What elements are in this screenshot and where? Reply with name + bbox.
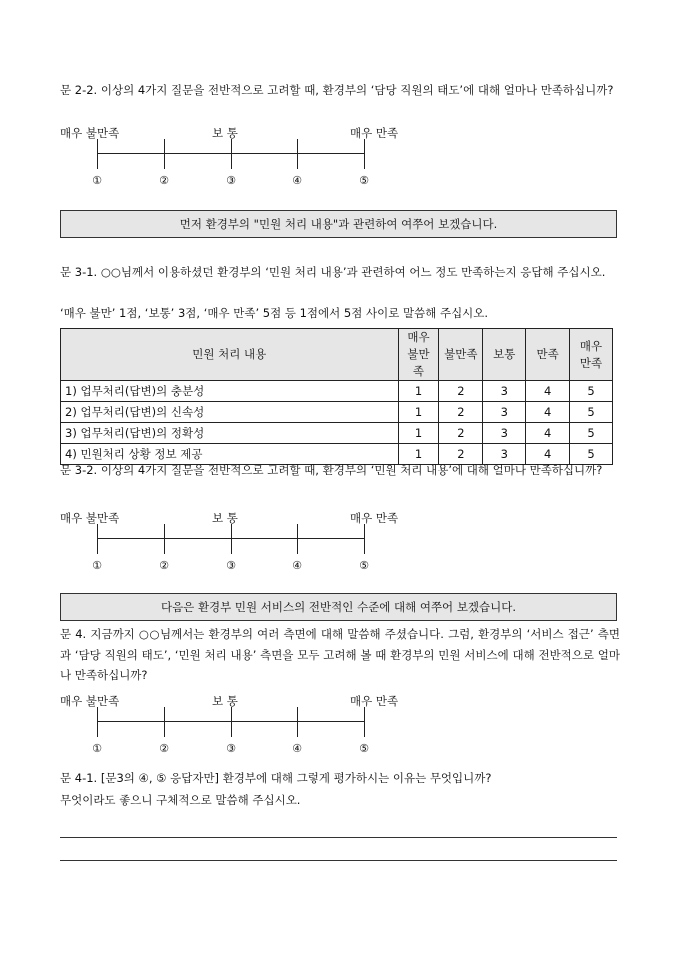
table-row <box>61 402 613 423</box>
scale-option-3[interactable]: ③ <box>226 559 236 572</box>
scale-option-1[interactable]: ① <box>92 174 102 187</box>
rating-scale-q3-2[interactable] <box>60 510 420 580</box>
row-label: 2) 업무처리(답변)의 신속성 <box>61 402 399 423</box>
scale-option-2[interactable]: ② <box>159 742 169 755</box>
scale-tick <box>364 524 365 554</box>
rating-option[interactable]: 3 <box>483 444 526 465</box>
rating-option[interactable]: 3 <box>483 381 526 402</box>
scale-option-5[interactable]: ⑤ <box>359 559 369 572</box>
scale-tick <box>231 707 232 737</box>
rating-option[interactable]: 4 <box>526 444 570 465</box>
rating-option[interactable]: 2 <box>439 381 483 402</box>
section-banner-overall: 다음은 환경부 민원 서비스의 전반적인 수준에 대해 여쭈어 보겠습니다. <box>60 593 617 621</box>
scale-option-2[interactable]: ② <box>159 559 169 572</box>
section-banner-processing: 먼저 환경부의 "민원 처리 내용"과 관련하여 여쭈어 보겠습니다. <box>60 210 617 238</box>
scale-option-3[interactable]: ③ <box>226 174 236 187</box>
scale-tick <box>164 707 165 737</box>
rating-option[interactable]: 2 <box>439 402 483 423</box>
scale-option-2[interactable]: ② <box>159 174 169 187</box>
rating-option[interactable]: 2 <box>439 423 483 444</box>
rating-option[interactable]: 3 <box>483 402 526 423</box>
scale-option-3[interactable]: ③ <box>226 742 236 755</box>
rating-option[interactable]: 5 <box>570 381 613 402</box>
scale-tick <box>164 524 165 554</box>
row-label: 3) 업무처리(답변)의 정확성 <box>61 423 399 444</box>
question-3-1-note: ‘매우 불만’ 1점, ‘보통’ 3점, ‘매우 만족’ 5점 등 1점에서 5점 사이로 말씀해 주십시오. <box>60 306 489 320</box>
header-very-dissatisfied: 매우 불만족 <box>398 329 439 381</box>
rating-option[interactable]: 1 <box>398 444 439 465</box>
rating-option[interactable]: 5 <box>570 423 613 444</box>
table-row <box>61 423 613 444</box>
rating-option[interactable]: 1 <box>398 402 439 423</box>
scale-tick <box>297 707 298 737</box>
rating-option[interactable]: 5 <box>570 402 613 423</box>
scale-tick <box>364 139 365 169</box>
question-4-1: 문 4-1. [문3의 ④, ⑤ 응답자만] 환경부에 대해 그렇게 평가하시는 이유는 무엇입니까? <box>60 771 492 785</box>
answer-line-2[interactable] <box>60 860 617 861</box>
scale-option-4[interactable]: ④ <box>292 174 302 187</box>
rating-option[interactable]: 2 <box>439 444 483 465</box>
rating-scale-q4[interactable] <box>60 693 420 763</box>
scale-label-high: 매우 만족 <box>350 511 399 525</box>
scale-label-mid: 보 통 <box>212 511 238 525</box>
question-3-1: 문 3-1. ○○님께서 이용하셨던 환경부의 ‘민원 처리 내용’과 관련하여 어느 정도 만족하는지 응답해 주십시오. <box>60 265 606 279</box>
scale-option-5[interactable]: ⑤ <box>359 174 369 187</box>
row-label: 4) 민원처리 상황 정보 제공 <box>61 444 399 465</box>
header-very-satisfied: 매우 만족 <box>570 329 613 381</box>
rating-scale-q2-2[interactable] <box>60 125 420 195</box>
rating-option[interactable]: 4 <box>526 423 570 444</box>
rating-option[interactable]: 5 <box>570 444 613 465</box>
scale-option-5[interactable]: ⑤ <box>359 742 369 755</box>
scale-option-4[interactable]: ④ <box>292 559 302 572</box>
header-dissatisfied: 불만족 <box>439 329 483 381</box>
rating-option[interactable]: 1 <box>398 423 439 444</box>
row-label: 1) 업무처리(답변)의 충분성 <box>61 381 399 402</box>
scale-option-4[interactable]: ④ <box>292 742 302 755</box>
scale-option-1[interactable]: ① <box>92 559 102 572</box>
scale-label-mid: 보 통 <box>212 694 238 708</box>
scale-tick <box>231 524 232 554</box>
scale-label-high: 매우 만족 <box>350 694 399 708</box>
scale-label-low: 매우 불만족 <box>60 511 120 525</box>
scale-tick <box>364 707 365 737</box>
table-header <box>61 329 613 381</box>
scale-tick <box>231 139 232 169</box>
header-satisfied: 만족 <box>526 329 570 381</box>
scale-tick <box>97 139 98 169</box>
scale-label-low: 매우 불만족 <box>60 694 120 708</box>
scale-label-low: 매우 불만족 <box>60 126 120 140</box>
scale-tick <box>297 524 298 554</box>
question-4: 문 4. 지금까지 ○○님께서는 환경부의 여러 측면에 대해 말씀해 주셨습니다. 그럼, 환경부의 ‘서비스 접근’ 측면과 ‘담당 직원의 태도’, ‘민원 처리 내용’ 측면을 모두 고려해 볼 때 환경부의 민원 서비스에 대해 전반적으로 얼마나 만족하십니까? <box>60 627 620 682</box>
question-3-2: 문 3-2. 이상의 4가지 질문을 전반적으로 고려할 때, 환경부의 ‘민원 처리 내용’에 대해 얼마나 만족하십니까? <box>60 463 603 477</box>
question-2-2: 문 2-2. 이상의 4가지 질문을 전반적으로 고려할 때, 환경부의 ‘담당 직원의 태도’에 대해 얼마나 만족하십니까? <box>60 83 614 97</box>
scale-tick <box>97 707 98 737</box>
scale-option-1[interactable]: ① <box>92 742 102 755</box>
rating-option[interactable]: 4 <box>526 402 570 423</box>
scale-label-high: 매우 만족 <box>350 126 399 140</box>
table-row <box>61 381 613 402</box>
scale-tick <box>164 139 165 169</box>
header-item: 민원 처리 내용 <box>61 329 399 381</box>
scale-label-mid: 보 통 <box>212 126 238 140</box>
rating-table <box>60 328 613 465</box>
rating-option[interactable]: 4 <box>526 381 570 402</box>
rating-option[interactable]: 1 <box>398 381 439 402</box>
answer-line-1[interactable] <box>60 837 617 838</box>
rating-option[interactable]: 3 <box>483 423 526 444</box>
scale-tick <box>297 139 298 169</box>
scale-tick <box>97 524 98 554</box>
header-neutral: 보통 <box>483 329 526 381</box>
question-4-1-instruction: 무엇이라도 좋으니 구체적으로 말씀해 주십시오. <box>60 793 301 807</box>
